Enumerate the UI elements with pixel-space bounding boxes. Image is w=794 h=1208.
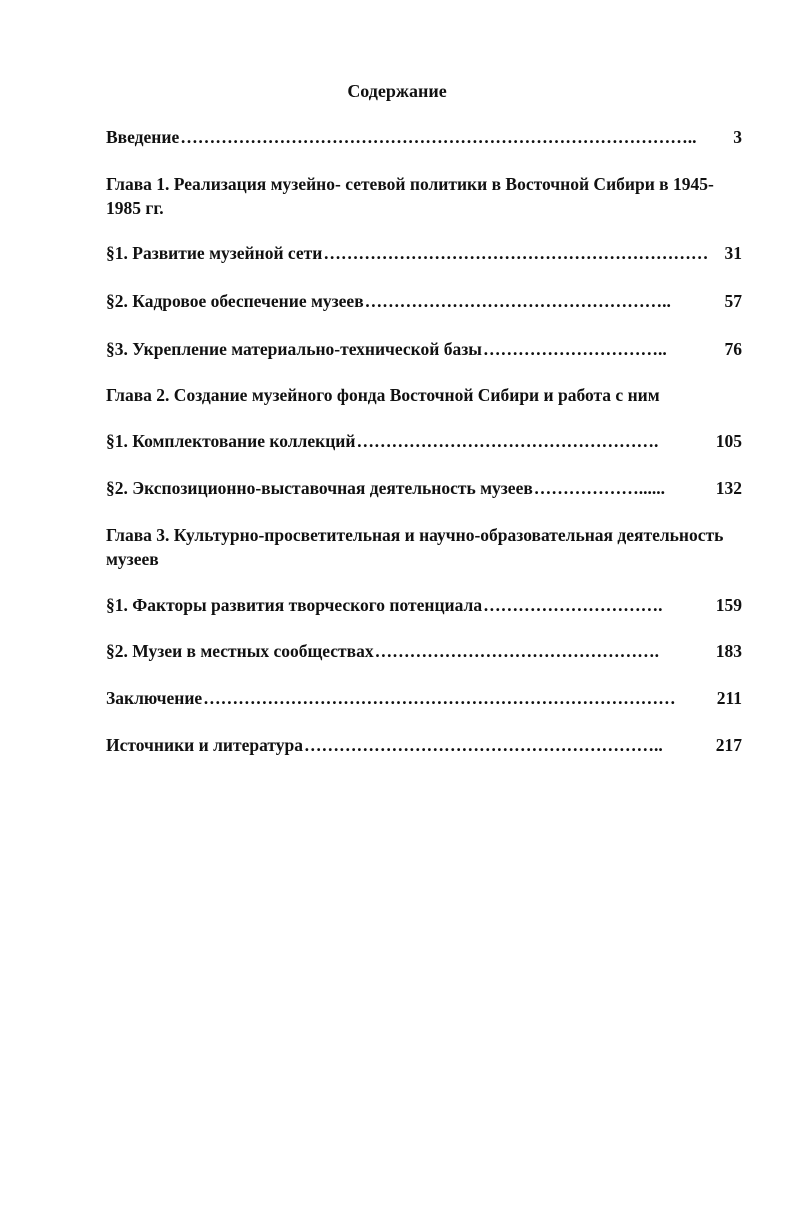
toc-entry-ch3-s2 [106, 640, 742, 662]
page-title: Содержание [347, 81, 447, 101]
toc-dot-leader: …………………………………………. [374, 641, 659, 661]
toc-dot-leader: ……………………………………………. [356, 431, 659, 451]
toc-page-number: 105 [715, 431, 742, 451]
toc-entry-label: Заключение [106, 688, 203, 708]
toc-dot-leader: ……………………………………………………………………… [203, 688, 676, 708]
toc-entry-ch3-s1 [106, 594, 742, 616]
toc-chapter-2-heading: Глава 2. Создание музейного фонда Восточной Сибири и работа с ним [106, 385, 660, 405]
toc-dot-leader: …………………………. [483, 595, 663, 615]
toc-entry-label: §3. Укрепление материально-технической базы [106, 339, 482, 359]
toc-page-number: 57 [724, 291, 742, 311]
toc-entry-label: §1. Факторы развития творческого потенциала [106, 595, 483, 615]
toc-entry-ch1-s1 [106, 242, 742, 264]
toc-entry-conclusion [106, 687, 742, 709]
toc-chapter-1-heading: Глава 1. Реализация музейно- сетевой политики в Восточной Сибири в 1945-1985 гг. [106, 174, 714, 218]
toc-entry-sources [106, 734, 742, 756]
toc-page-number: 217 [715, 735, 742, 755]
toc-page-number: 159 [715, 595, 742, 615]
toc-entry-introduction [106, 126, 742, 148]
toc-chapter-3-heading: Глава 3. Культурно-просветительная и научно-образовательная деятельность музеев [106, 525, 724, 569]
toc-entry-label: Введение [106, 127, 180, 147]
toc-page-number: 76 [724, 339, 742, 359]
toc-entry-ch2-s1 [106, 430, 742, 452]
toc-page-number: 211 [716, 688, 742, 708]
toc-entry-ch1-s2 [106, 290, 742, 312]
toc-entry-label: §2. Музеи в местных сообществах [106, 641, 374, 661]
toc-entry-label: §1. Комплектование коллекций [106, 431, 356, 451]
toc-page-number: 183 [715, 641, 742, 661]
toc-dot-leader: ………………………………………………………… [323, 243, 709, 263]
toc-entry-label: §2. Кадровое обеспечение музеев [106, 291, 364, 311]
toc-dot-leader: ………………...... [533, 478, 666, 498]
toc-page-number: 31 [724, 243, 742, 263]
toc-entry-ch1-s3 [106, 338, 742, 360]
toc-page-number: 132 [715, 478, 742, 498]
toc-entry-ch2-s2 [106, 477, 742, 499]
toc-dot-leader: …………………………………………………….. [303, 735, 663, 755]
toc-page-number: 3 [733, 127, 742, 147]
toc-dot-leader: ………………………….. [482, 339, 667, 359]
toc-entry-label: Источники и литература [106, 735, 303, 755]
toc-entry-label: §2. Экспозиционно-выставочная деятельность музеев [106, 478, 533, 498]
toc-dot-leader: …………………………………………….. [364, 291, 671, 311]
toc-entry-label: §1. Развитие музейной сети [106, 243, 323, 263]
toc-dot-leader: …………………………………………………………………………….. [180, 127, 697, 147]
